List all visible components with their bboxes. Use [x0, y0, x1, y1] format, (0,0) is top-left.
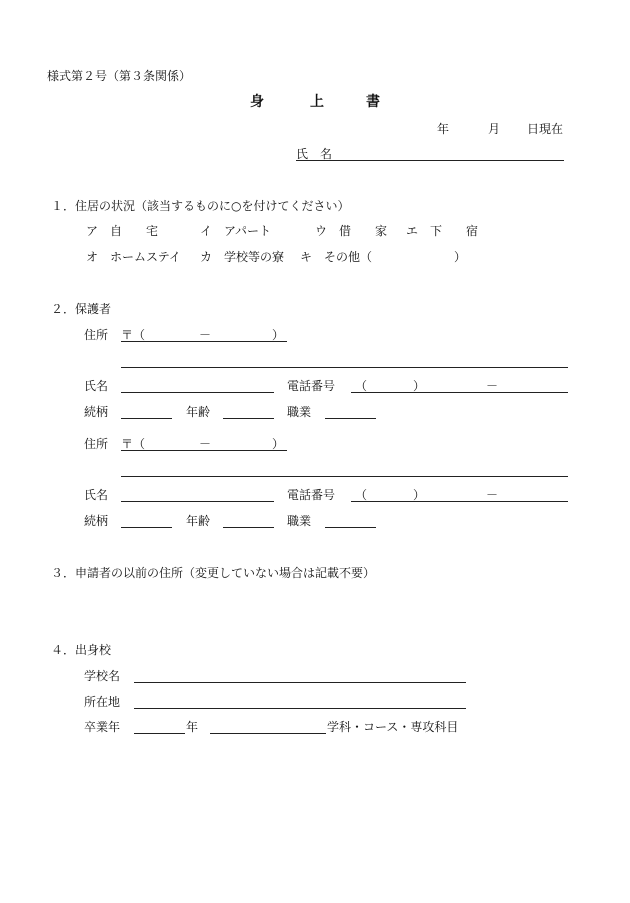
housing-option-other[interactable]: キ その他（ — [300, 250, 373, 264]
department-line[interactable] — [210, 733, 326, 734]
housing-option-homestay[interactable]: オ ホームステイ — [86, 250, 181, 264]
guardian2-phone-line[interactable] — [351, 501, 568, 502]
guardian1-name-label: 氏名 — [84, 379, 109, 393]
guardian2-address-line[interactable] — [121, 476, 568, 477]
guardian2-address-label: 住所 — [84, 437, 109, 451]
form-number: 様式第２号（第３条関係） — [47, 69, 192, 83]
guardian2-name-label: 氏名 — [84, 488, 109, 502]
housing-option-lodging[interactable]: エ 下 宿 — [406, 224, 479, 238]
guardian1-age-line[interactable] — [223, 418, 274, 419]
guardian1-phone-dash: － — [486, 379, 499, 393]
guardian2-relation-label: 続柄 — [84, 514, 109, 528]
guardian1-phone-open: （ — [355, 379, 368, 393]
guardian1-postal-dash: － — [199, 328, 212, 342]
guardian1-age-label: 年齢 — [186, 405, 211, 419]
guardian1-address-label: 住所 — [84, 328, 109, 342]
housing-option-apartment[interactable]: イ アパート — [200, 224, 272, 238]
section1-heading: １．住居の状況（該当するものに○を付けてください） — [51, 199, 350, 213]
guardian1-postal-close: ） — [272, 328, 285, 342]
housing-option-rented-house[interactable]: ウ 借 家 — [315, 224, 388, 238]
guardian1-relation-line[interactable] — [121, 418, 172, 419]
title-char-1: 身 — [250, 94, 264, 110]
guardian2-relation-line[interactable] — [121, 527, 172, 528]
guardian1-phone-close: ） — [413, 379, 426, 393]
school-location-label: 所在地 — [84, 695, 121, 709]
guardian2-postal-close: ） — [272, 437, 285, 451]
section4-heading: ４．出身校 — [51, 643, 112, 657]
housing-option-dormitory[interactable]: カ 学校等の寮 — [200, 250, 285, 264]
title-char-3: 書 — [366, 94, 380, 110]
section3-heading: ３．申請者の以前の住所（変更していない場合は記載不要） — [51, 566, 376, 580]
date-year-label: 年 — [437, 122, 450, 136]
guardian2-phone-label: 電話番号 — [287, 488, 336, 502]
date-day-label: 日現在 — [527, 122, 564, 136]
date-month-label: 月 — [488, 122, 501, 136]
guardian2-postal-mark: 〒（ — [121, 437, 146, 451]
school-location-line[interactable] — [134, 708, 466, 709]
graduation-year-label: 卒業年 — [84, 720, 121, 734]
school-name-line[interactable] — [134, 682, 466, 683]
graduation-year-line[interactable] — [134, 733, 185, 734]
guardian2-phone-open: （ — [355, 488, 368, 502]
guardian2-age-line[interactable] — [223, 527, 274, 528]
department-label: 学科・コース・専攻科目 — [327, 720, 459, 734]
school-name-label: 学校名 — [84, 669, 121, 683]
title-char-2: 上 — [310, 94, 324, 110]
guardian1-phone-line[interactable] — [351, 392, 568, 393]
applicant-name-label: 氏 名 — [296, 147, 333, 161]
guardian2-phone-dash: － — [486, 488, 499, 502]
guardian1-postal-line[interactable] — [121, 341, 287, 342]
guardian1-occupation-line[interactable] — [325, 418, 376, 419]
guardian2-phone-close: ） — [413, 488, 426, 502]
housing-option-other-close: ） — [454, 250, 467, 264]
guardian2-occupation-line[interactable] — [325, 527, 376, 528]
guardian1-address-line[interactable] — [121, 367, 568, 368]
guardian2-occupation-label: 職業 — [287, 514, 312, 528]
guardian2-postal-dash: － — [199, 437, 212, 451]
guardian2-name-line[interactable] — [121, 501, 274, 502]
guardian2-age-label: 年齢 — [186, 514, 211, 528]
guardian1-relation-label: 続柄 — [84, 405, 109, 419]
guardian1-phone-label: 電話番号 — [287, 379, 336, 393]
guardian1-name-line[interactable] — [121, 392, 274, 393]
guardian1-occupation-label: 職業 — [287, 405, 312, 419]
section2-heading: ２．保護者 — [51, 302, 112, 316]
applicant-name-line[interactable] — [296, 160, 564, 161]
guardian1-postal-mark: 〒（ — [121, 328, 146, 342]
housing-option-own-home[interactable]: ア 自 宅 — [86, 224, 159, 238]
guardian2-postal-line[interactable] — [121, 450, 287, 451]
graduation-year-suffix: 年 — [186, 720, 199, 734]
